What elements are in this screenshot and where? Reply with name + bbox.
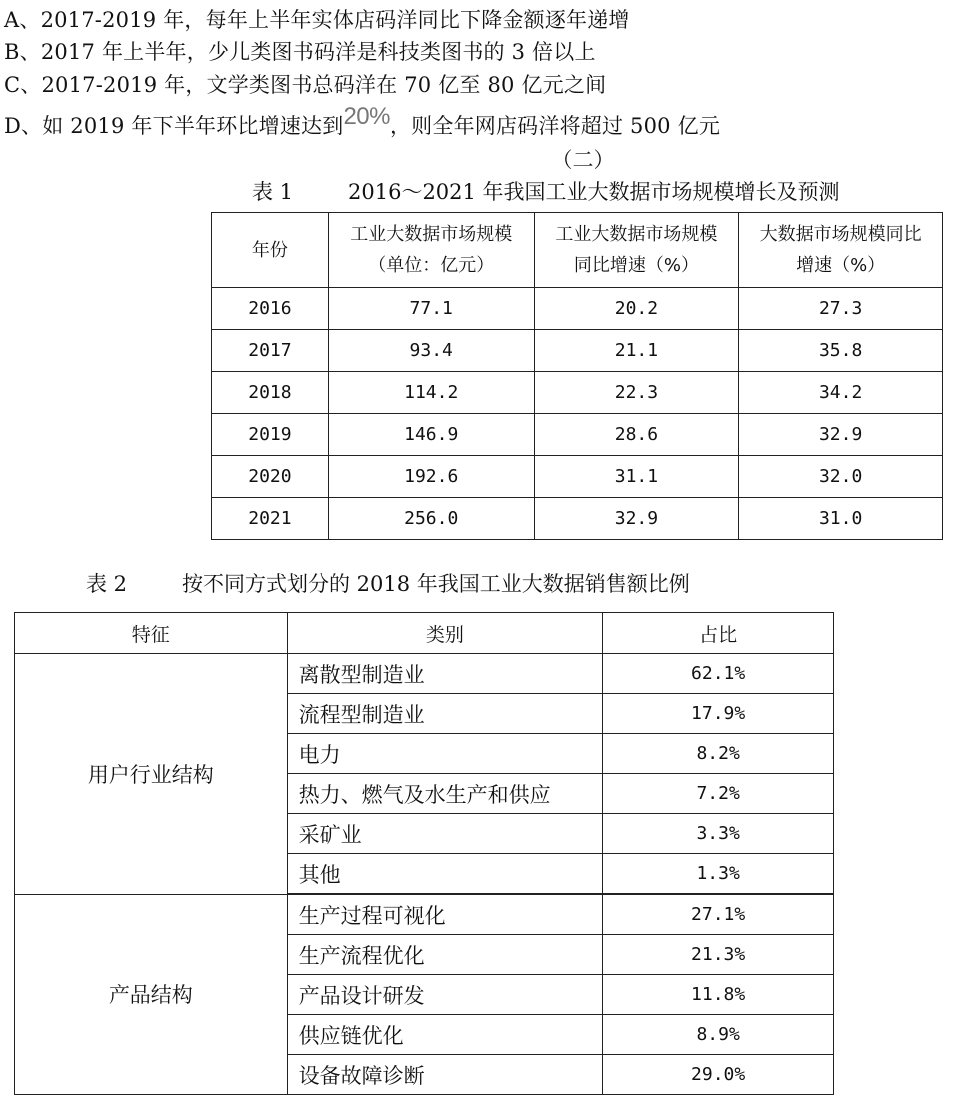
- table1-header-industrial-size: 工业大数据市场规模 （单位：亿元）: [328, 213, 534, 288]
- table-row: [15, 654, 834, 694]
- table1-header-bigdata-growth: 大数据市场规模同比 增速（%）: [739, 213, 943, 288]
- table2-cell-category: 采矿业: [287, 814, 603, 854]
- table2-cell-category: 离散型制造业: [287, 654, 603, 694]
- table1-cell-size: 256.0: [328, 498, 534, 540]
- table1-cell-growth: 28.6: [534, 414, 739, 456]
- table-row: [212, 330, 943, 372]
- table1-header-industrial-growth: 工业大数据市场规模 同比增速（%）: [534, 213, 739, 288]
- table-row: [212, 456, 943, 498]
- table1-cell-bigdata-growth: 31.0: [739, 498, 943, 540]
- table1-cell-bigdata-growth: 35.8: [739, 330, 943, 372]
- table2-cell-category: 生产流程优化: [287, 935, 603, 975]
- table2-cell-category: 流程型制造业: [287, 694, 603, 734]
- table1-cell-size: 114.2: [328, 372, 534, 414]
- table-row: [212, 372, 943, 414]
- table1-cell-year: 2019: [212, 414, 329, 456]
- table2-cell-category: 其他: [287, 854, 603, 895]
- table1-cell-growth: 21.1: [534, 330, 739, 372]
- table1-caption: [252, 178, 840, 206]
- table2-cell-share: 11.8%: [603, 975, 834, 1015]
- table1-cell-year: 2018: [212, 372, 329, 414]
- table2-cell-category: 热力、燃气及水生产和供应: [287, 774, 603, 814]
- table1-cell-size: 192.6: [328, 456, 534, 498]
- table2-cell-share: 3.3%: [603, 814, 834, 854]
- table-row: [15, 894, 834, 935]
- section-marker: （二）: [551, 148, 615, 172]
- table2-title: 按不同方式划分的 2018 年我国工业大数据销售额比例: [182, 572, 690, 596]
- table2-cell-share: 27.1%: [603, 894, 834, 935]
- table2-cell-category: 供应链优化: [287, 1015, 603, 1055]
- option-a: A、2017-2019 年，每年上半年实体店码洋同比下降金额逐年递增: [4, 8, 630, 32]
- table2-caption: [86, 570, 690, 598]
- table1: [211, 212, 943, 540]
- table2-cell-share: 1.3%: [603, 854, 834, 895]
- table2-label: 表 2: [86, 572, 128, 596]
- table2-feature-product: 产品结构: [15, 894, 288, 1095]
- table1-cell-growth: 22.3: [534, 372, 739, 414]
- option-c: C、2017-2019 年，文学类图书总码洋在 70 亿至 80 亿元之间: [4, 73, 607, 97]
- table1-cell-bigdata-growth: 32.9: [739, 414, 943, 456]
- table2-cell-category: 产品设计研发: [287, 975, 603, 1015]
- table2-cell-category: 电力: [287, 734, 603, 774]
- table2-cell-share: 62.1%: [603, 654, 834, 694]
- table1-cell-growth: 31.1: [534, 456, 739, 498]
- table1-header-year: 年份: [212, 213, 329, 288]
- table1-cell-bigdata-growth: 27.3: [739, 288, 943, 330]
- table2-cell-share: 17.9%: [603, 694, 834, 734]
- table-row: [212, 288, 943, 330]
- table2: [14, 612, 834, 1095]
- table2-cell-share: 8.9%: [603, 1015, 834, 1055]
- option-d-percent: 20%: [343, 103, 390, 130]
- table2-header-share: 占比: [603, 613, 834, 654]
- table2-cell-share: 21.3%: [603, 935, 834, 975]
- table1-header-row: [212, 213, 943, 288]
- table-row: [212, 498, 943, 540]
- table1-cell-size: 93.4: [328, 330, 534, 372]
- table-row: [212, 414, 943, 456]
- table1-cell-bigdata-growth: 32.0: [739, 456, 943, 498]
- option-d: [4, 103, 721, 140]
- table1-title: 2016～2021 年我国工业大数据市场规模增长及预测: [348, 180, 840, 204]
- option-d-text: D、如 2019 年下半年环比增速达到: [4, 114, 344, 138]
- table2-cell-share: 8.2%: [603, 734, 834, 774]
- table1-cell-bigdata-growth: 34.2: [739, 372, 943, 414]
- table2-header-row: [15, 613, 834, 654]
- table1-cell-year: 2021: [212, 498, 329, 540]
- table1-cell-size: 77.1: [328, 288, 534, 330]
- table1-label: 表 1: [252, 180, 294, 204]
- option-b: B、2017 年上半年，少儿类图书码洋是科技类图书的 3 倍以上: [4, 40, 596, 64]
- table2-cell-category: 生产过程可视化: [287, 894, 603, 935]
- table1-cell-year: 2020: [212, 456, 329, 498]
- table1-cell-size: 146.9: [328, 414, 534, 456]
- table1-cell-year: 2016: [212, 288, 329, 330]
- table1-cell-year: 2017: [212, 330, 329, 372]
- table2-header-category: 类别: [287, 613, 603, 654]
- table2-cell-category: 设备故障诊断: [287, 1055, 603, 1095]
- table2-header-feature: 特征: [15, 613, 288, 654]
- table1-cell-growth: 20.2: [534, 288, 739, 330]
- table1-cell-growth: 32.9: [534, 498, 739, 540]
- table2-cell-share: 7.2%: [603, 774, 834, 814]
- option-d-tail: ，则全年网店码洋将超过 500 亿元: [389, 114, 721, 138]
- table2-feature-user-industry: 用户行业结构: [15, 654, 288, 895]
- table2-cell-share: 29.0%: [603, 1055, 834, 1095]
